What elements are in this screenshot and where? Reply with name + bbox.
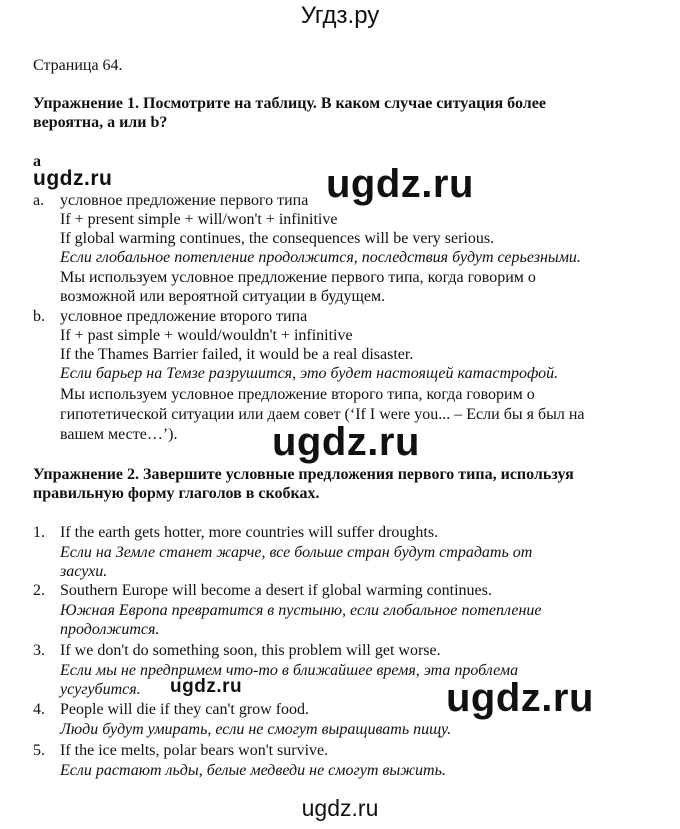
conditional-type1-title: условное предложение первого типа [60, 192, 309, 209]
item-translation: Если растают льды, белые медведи не смогут выжить. [60, 762, 446, 779]
list-marker-b: b. [33, 308, 45, 325]
item-number: 4. [33, 701, 45, 718]
exercise2-heading: Упражнение 2. Завершите условные предложения первого типа, используя [33, 466, 574, 483]
conditional-type1-translation: Если глобальное потепление продолжится, последствия будут серьезными. [60, 249, 581, 266]
watermark: ugdz.ru [446, 676, 594, 720]
watermark: ugdz.ru [326, 162, 474, 206]
list-marker-a: a. [33, 192, 45, 209]
conditional-type1-formula: If + present simple + will/won't + infinitive [60, 211, 338, 228]
watermark: ugdz.ru [272, 420, 420, 464]
item-translation: Если на Земле станет жарче, все больше стран будут страдать от [60, 544, 533, 561]
footer-watermark: ugdz.ru [301, 795, 379, 821]
item-translation: Люди будут умирать, если не смогут выращивать пищу. [60, 721, 452, 738]
watermark: ugdz.ru [33, 167, 113, 190]
conditional-type2-note-cont: гипотетической ситуации или даем совет (‘If I were you... – Если бы я был на [60, 406, 585, 423]
item-english: Southern Europe will become a desert if global warming continues. [60, 582, 492, 599]
conditional-type2-title: условное предложение второго типа [60, 308, 308, 325]
item-translation: Если мы не предпримем что-то в ближайшее время, эта проблема [60, 662, 519, 679]
conditional-type1-example: If global warming continues, the consequences will be very serious. [60, 230, 495, 247]
exercise1-answer: a [33, 153, 41, 170]
page-number: Страница 64. [33, 57, 123, 74]
item-translation-cont: усугубится. [60, 681, 141, 698]
conditional-type2-note-end: вашем месте…’). [60, 426, 178, 443]
item-number: 3. [33, 642, 45, 659]
item-number: 2. [33, 582, 45, 599]
conditional-type1-note: Мы используем условное предложение первого типа, когда говорим о [60, 269, 536, 286]
watermark: ugdz.ru [170, 676, 243, 697]
item-number: 1. [33, 524, 45, 541]
conditional-type1-note-cont: возможной или вероятной ситуации в будущем. [60, 288, 386, 305]
item-translation-cont: засухи. [60, 563, 108, 580]
site-title: Угдз.ру [300, 2, 380, 29]
item-english: If the earth gets hotter, more countries will suffer droughts. [60, 524, 439, 541]
item-english: People will die if they can't grow food. [60, 701, 310, 718]
conditional-type2-formula: If + past simple + would/wouldn't + infinitive [60, 327, 353, 344]
item-english: If we don't do something soon, this problem will get worse. [60, 642, 441, 659]
exercise2-heading-cont: правильную форму глаголов в скобках. [33, 485, 320, 502]
conditional-type2-note: Мы используем условное предложение второго типа, когда говорим о [60, 386, 535, 403]
exercise1-heading: Упражнение 1. Посмотрите на таблицу. В каком случае ситуация более [33, 95, 546, 112]
conditional-type2-example: If the Thames Barrier failed, it would be a real disaster. [60, 346, 414, 363]
item-translation-cont: продолжится. [60, 621, 160, 638]
conditional-type2-translation: Если барьер на Темзе разрушится, это будет настоящей катастрофой. [60, 365, 559, 382]
item-number: 5. [33, 742, 45, 759]
exercise1-heading-cont: вероятна, а или b? [33, 114, 168, 131]
item-translation: Южная Европа превратится в пустыню, если глобальное потепление [60, 602, 542, 619]
item-english: If the ice melts, polar bears won't survive. [60, 742, 329, 759]
